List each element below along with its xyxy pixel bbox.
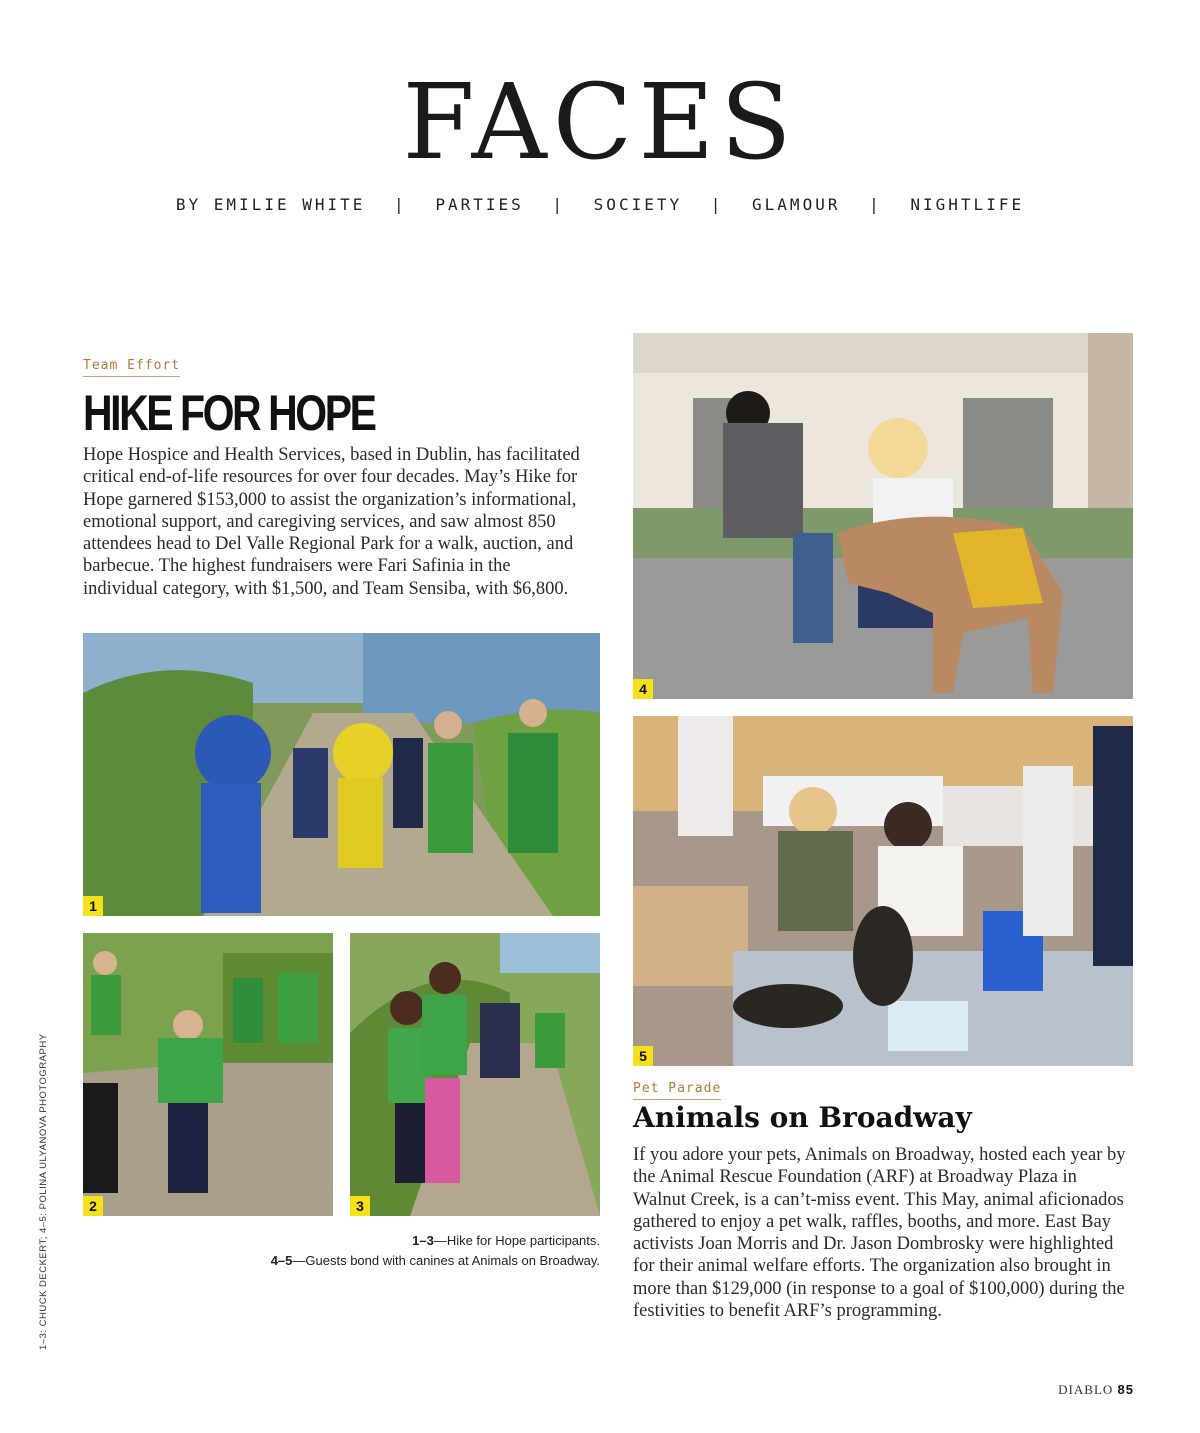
photo-number-badge: 2 — [83, 1196, 103, 1216]
article2-body: If you adore your pets, Animals on Broadway, hosted each year by the Animal Rescue Foundation (ARF) at Broadway Plaza in Walnut Creek, is a can’t-miss event. This May, animal aficionados gathered to enjoy a pet walk, raffles, booths, and more. East Bay activists Joan Morris and Dr. Jason Dombrosky were highlighted for their animal welfare efforts. The organization also brought in more than $129,000 (in response to a goal of $100,000) during the festivities to benefit ARF’s programming. — [633, 1145, 1126, 1322]
article1-headline: HIKE FOR HOPE — [83, 385, 375, 441]
subnav-parties: PARTIES — [435, 195, 524, 214]
article1-body: Hope Hospice and Health Services, based in Dublin, has facilitated critical end-of-life resources for over four decades. May’s Hike for Hope garnered $153,000 to assist the organization’s informational, emotional support, and caregiving services, and saw almost 850 attendees head to Del Valle Regional Park for a walk, auction, and barbecue. The highest fundraisers were Fari Safinia in the individual category, with $1,500, and Team Sensiba, with $6,800. — [83, 445, 580, 599]
subnav-glamour: GLAMOUR — [752, 195, 841, 214]
caption-text: —Hike for Hope participants. — [433, 1233, 600, 1248]
woman-child-dog-photo — [633, 333, 1133, 699]
caption-hike — [412, 1233, 600, 1248]
article1-kicker: Team Effort — [83, 358, 180, 377]
caption-animals — [271, 1253, 600, 1268]
caption-ref: 4–5 — [270, 1253, 293, 1268]
kids-hiking-photo — [350, 933, 600, 1216]
section-subnav — [0, 195, 1200, 214]
magazine-name: DIABLO — [1058, 1382, 1114, 1397]
caption-text: —Guests bond with canines at Animals on Broadway. — [292, 1253, 600, 1268]
masthead-title: FACES — [402, 61, 798, 183]
separator: | — [394, 195, 407, 214]
photo-number-badge: 3 — [350, 1196, 370, 1216]
puppies-pen-photo — [633, 716, 1133, 1066]
subnav-society: SOCIETY — [593, 195, 683, 214]
subnav-nightlife: NIGHTLIFE — [910, 195, 1025, 214]
separator: | — [552, 195, 566, 214]
separator: | — [710, 195, 724, 214]
page-number: 85 — [1117, 1382, 1134, 1397]
photo-credit: 1–3: CHUCK DECKERT; 4–5: POLINA ULYANOVA PHOTOGRAPHY — [38, 1033, 49, 1350]
photo-number-badge: 1 — [83, 896, 103, 916]
caption-ref: 1–3 — [412, 1233, 434, 1248]
photo-number-badge: 4 — [633, 679, 653, 699]
article2-headline: Animals on Broadway — [633, 1101, 972, 1134]
folio — [1058, 1382, 1134, 1398]
hikers-group-photo — [83, 633, 600, 916]
article2-kicker: Pet Parade — [633, 1081, 721, 1100]
photo-number-badge: 5 — [633, 1046, 653, 1066]
hiker-waving-photo — [83, 933, 333, 1216]
separator: | — [869, 195, 882, 214]
byline: BY EMILIE WHITE — [175, 195, 366, 214]
